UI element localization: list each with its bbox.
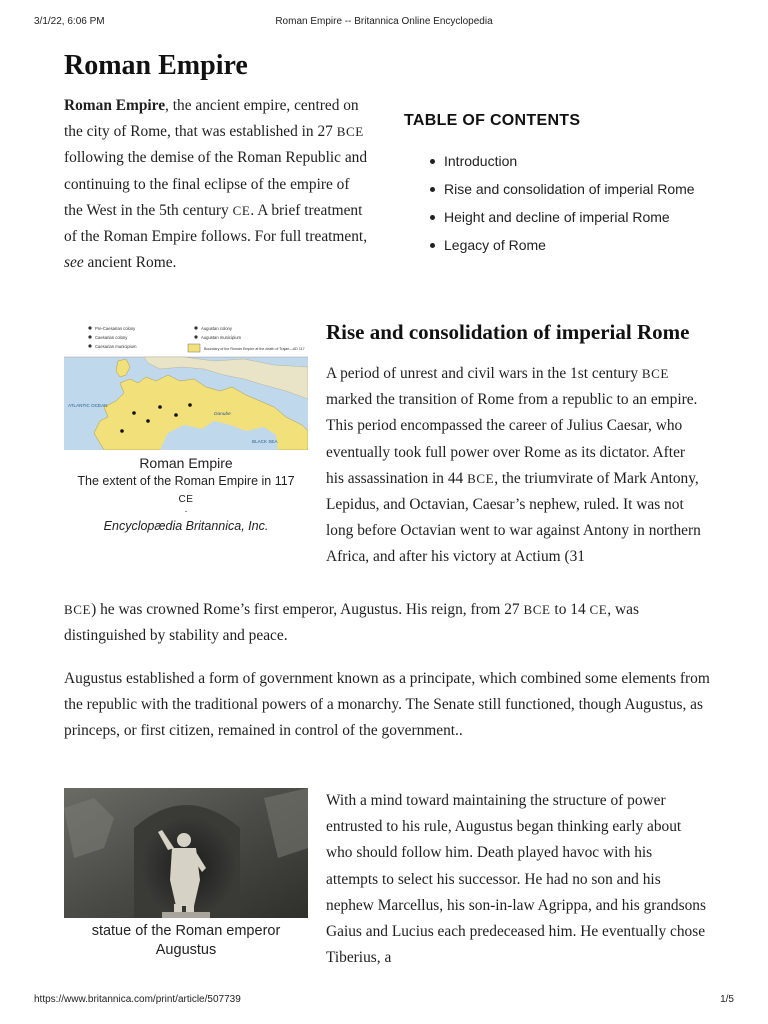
print-footer [0, 994, 768, 1008]
print-header [0, 16, 768, 30]
map-label-danube: Danube [214, 412, 231, 417]
map-city-dot [174, 413, 178, 417]
print-datetime: 3/1/22, 6:06 PM [34, 16, 105, 27]
map-caption-dot: . [184, 504, 188, 515]
map-city-dot [120, 429, 124, 433]
map-city-dot [188, 403, 192, 407]
rise-paragraph-1: A period of unrest and civil wars in the 1st century BCE marked the transition of Rome from a republic to an empire. This period encompassed the career of Julius Caesar, who eventually took full power over Rome as its dictator. After his assassination in 44 BCE, the triumvirate of Mark Antony, Lepidus, and Octavian, Caesar’s nephew, ruled. It was not long before Octavian went to war against Antony in northern Africa, and after his victory at Actium (31 [326, 365, 701, 566]
legend-marker-caesarian-colony [88, 335, 91, 338]
rise-paragraph-2: Augustus established a form of government known as a principate, which combined some elements from the republic with the traditional powers of a monarchy. The Senate still functioned, though Augustus, as princeps, or first citizen, remained in control of the government.. [64, 670, 710, 740]
legend-caesarian-municipium: Caesarian municipium [95, 344, 137, 349]
map-city-dot [158, 405, 162, 409]
toc-title: TABLE OF CONTENTS [404, 112, 581, 129]
statue-figure [64, 788, 308, 960]
legend-marker-augustan-municipium [194, 335, 197, 338]
map-caption-text: The extent of the Roman Empire in 117 [77, 474, 295, 488]
intro-bold-term: Roman Empire [64, 97, 166, 114]
legend-swatch-boundary [188, 344, 200, 352]
section-heading-rise: Rise and consolidation of imperial Rome [326, 320, 690, 344]
toc-item-height-decline[interactable]: Height and decline of imperial Rome [404, 208, 704, 226]
see-link: see [64, 254, 84, 272]
toc-item-legacy[interactable]: Legacy of Rome [404, 236, 704, 254]
legend-caesarian-colony: Caesarian colony [95, 335, 128, 340]
map-label-atlantic: ATLANTIC OCEAN [68, 403, 108, 408]
legend-marker-pre-caesarian [88, 326, 91, 329]
roman-empire-map[interactable] [64, 321, 308, 450]
map-caption-title: Roman Empire [139, 455, 233, 471]
statue-caption: statue of the Roman emperor Augustus [91, 923, 281, 958]
legend-marker-caesarian-municipium [88, 344, 91, 347]
rise-paragraph-1-continued: BCE) he was crowned Rome’s first emperor, Augustus. His reign, from 27 BCE to 14 CE, was distinguished by stability and peace. [64, 601, 639, 645]
augustus-statue-image[interactable] [64, 788, 308, 918]
legend-augustan-municipium: Augustan municipium [201, 335, 242, 340]
map-figure [64, 321, 308, 533]
legend-marker-augustan-colony [194, 326, 197, 329]
map-caption-ce: CE [178, 494, 194, 505]
toc-list [404, 152, 704, 254]
intro-paragraph: Roman Empire, the ancient empire, centred on the city of Rome, that was established in 27 BCE following the demise of the Roman Republic and continuing to the final eclipse of the empire of the West in the 5th century CE. A brief treatment of the Roman Empire follows. For full treatment, see ancient Rome. [64, 97, 368, 272]
table-of-contents [404, 112, 704, 264]
ancient-rome-link[interactable]: ancient Rome. [83, 254, 177, 272]
print-page-number: 1/5 [720, 994, 734, 1005]
map-city-dot [132, 411, 136, 415]
legend-augustan-colony: Augustan colony [201, 326, 232, 331]
map-credit: Encyclopædia Britannica, Inc. [103, 519, 269, 533]
print-url[interactable]: https://www.britannica.com/print/article/507739 [34, 994, 241, 1005]
toc-item-rise[interactable]: Rise and consolidation of imperial Rome [404, 180, 704, 198]
map-city-dot [146, 419, 150, 423]
rise-paragraph-3: With a mind toward maintaining the structure of power entrusted to his rule, Augustus began thinking early about who should follow him. Death played havoc with his attempts to select his successor. He had no son and his nephew Marcellus, his son-in-law Agrippa, and his grandsons Gaius and Lucius each predeceased him. He eventually chose Tiberius, a [326, 792, 706, 967]
toc-item-introduction[interactable]: Introduction [404, 152, 704, 170]
statue-pedestal [162, 912, 210, 918]
map-label-black-sea: BLACK SEA [252, 439, 278, 444]
print-page-title: Roman Empire -- Britannica Online Encyclopedia [275, 16, 493, 27]
article-title: Roman Empire [64, 50, 248, 81]
legend-boundary: Boundary of the Roman Empire at the death of Trajan—AD 117 [204, 347, 305, 351]
legend-pre-caesarian: Pre-Caesarian colony [95, 326, 136, 331]
